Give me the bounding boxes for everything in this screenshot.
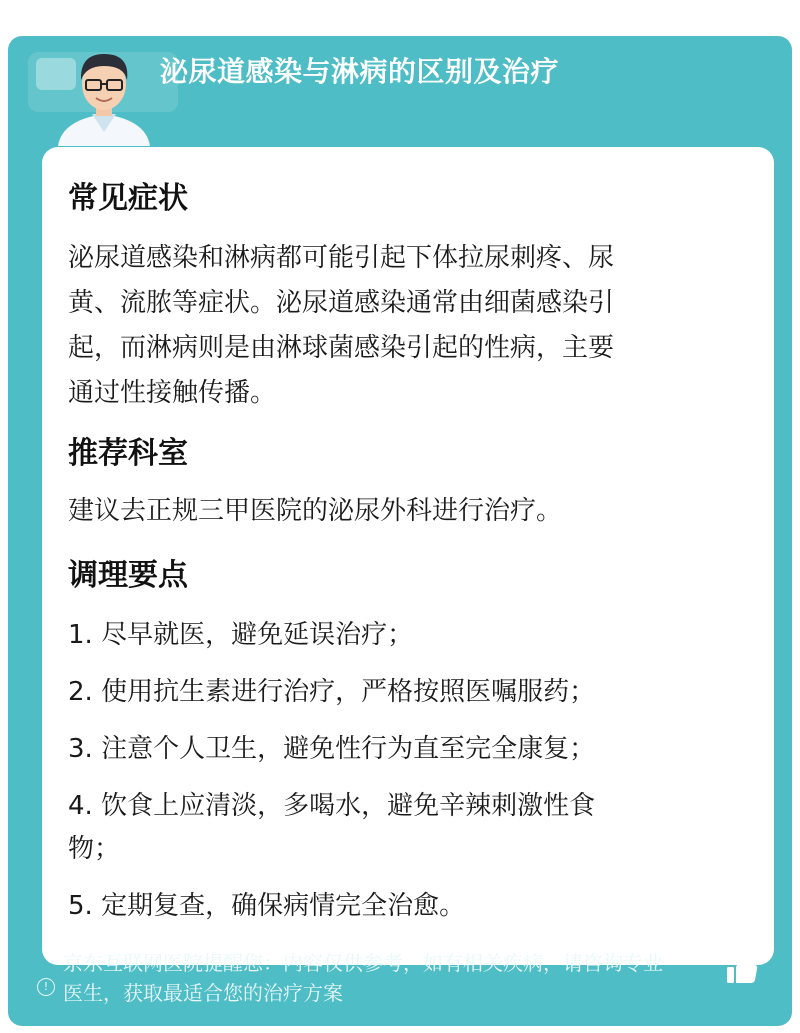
symptoms-line-1: 泌尿道感染和淋病都可能引起下体拉尿刺疼、尿 [68,243,615,273]
section-title-department: 推荐科室 [68,436,188,471]
symptoms-line-4: 通过性接触传播。 [68,378,277,408]
care-item-5: 5. 定期复查，确保病情完全治愈。 [68,891,466,921]
department-text: 建议去正规三甲医院的泌尿外科进行治疗。 [68,496,563,526]
care-item-4: 4. 饮食上应清淡，多喝水，避免辛辣刺激性食 [68,791,596,821]
doctor-avatar [48,42,160,146]
symptoms-line-2: 黄、流脓等症状。泌尿道感染通常由细菌感染引 [68,288,615,318]
section-title-care: 调理要点 [68,558,188,593]
footer-line-2: 医生，获取最适合您的治疗方案 [63,981,343,1005]
symptoms-line-3: 起，而淋病则是由淋球菌感染引起的性病，主要 [68,333,615,363]
info-icon: ! [37,978,55,996]
info-card [8,36,792,1026]
content-panel [42,147,774,965]
care-item-1: 1. 尽早就医，避免延误治疗； [68,620,414,650]
care-item-4-cont: 物； [68,834,121,864]
section-title-symptoms: 常见症状 [68,181,188,216]
footer-notice [8,948,792,1026]
care-item-3: 3. 注意个人卫生，避免性行为直至完全康复； [68,734,596,764]
thumbs-up-icon[interactable] [724,952,760,988]
footer-text [63,948,735,1008]
page-title: 泌尿道感染与淋病的区别及治疗 [160,55,560,88]
footer-line-1: 京东互联网医院提醒您：内容仅供参考，如有相关疾病，请咨询专业 [63,951,663,975]
care-item-2: 2. 使用抗生素进行治疗，严格按照医嘱服药； [68,677,596,707]
